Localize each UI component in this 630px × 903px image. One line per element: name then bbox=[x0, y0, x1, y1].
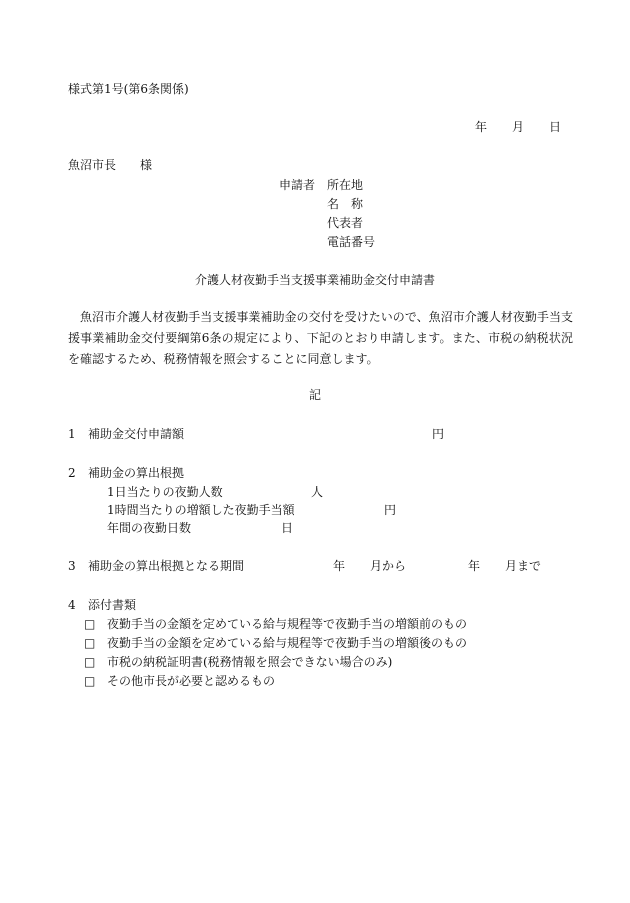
item1-unit: 円 bbox=[432, 427, 445, 441]
attachment-label: 市税の納税証明書(税務情報を照会できない場合のみ) bbox=[107, 655, 393, 669]
applicant-representative-label: 代表者 bbox=[327, 216, 364, 230]
date-month: 月 bbox=[512, 120, 525, 134]
attachment-checkbox[interactable]: □ bbox=[84, 636, 96, 650]
applicant-name-label: 名 称 bbox=[327, 197, 364, 211]
attachment-checkbox[interactable]: □ bbox=[84, 674, 96, 688]
item2-row-label: 1時間当たりの増額した夜勤手当額 bbox=[107, 503, 295, 517]
applicant-label: 申請者 bbox=[279, 178, 316, 192]
item4-label: 添付書類 bbox=[88, 598, 137, 612]
item3-from-year: 年 bbox=[333, 559, 346, 573]
form-number: 様式第1号(第6条関係) bbox=[68, 82, 189, 96]
application-body: 魚沼市介護人材夜勤手当支援事業補助金の交付を受けたいので、魚沼市介護人材夜勤手当支援事業補助金交付要綱第6条の規定により、下記のとおり申請します。また、市税の納税状況を確認するため、税務情報を照会することに同意します。 bbox=[68, 310, 573, 366]
item1-label: 補助金交付申請額 bbox=[88, 427, 185, 441]
date-day: 日 bbox=[549, 120, 562, 134]
item2-row-unit: 日 bbox=[281, 521, 294, 535]
item3-to-year: 年 bbox=[468, 559, 481, 573]
addressee: 魚沼市長 様 bbox=[68, 158, 153, 172]
item3-number: 3 bbox=[68, 559, 76, 573]
ki-heading: 記 bbox=[308, 388, 321, 402]
attachment-label: 夜勤手当の金額を定めている給与規程等で夜勤手当の増額後のもの bbox=[107, 636, 468, 650]
item3-label: 補助金の算出根拠となる期間 bbox=[88, 559, 245, 573]
item2-row-unit: 円 bbox=[384, 503, 397, 517]
item3-to-month: 月まで bbox=[505, 559, 542, 573]
item1-number: 1 bbox=[68, 427, 76, 441]
document-title: 介護人材夜勤手当支援事業補助金交付申請書 bbox=[194, 273, 435, 287]
item2-number: 2 bbox=[68, 466, 76, 480]
item2-row-label: 1日当たりの夜勤人数 bbox=[107, 485, 223, 499]
item2-row-unit: 人 bbox=[311, 485, 324, 499]
applicant-phone-label: 電話番号 bbox=[327, 235, 376, 249]
item2-label: 補助金の算出根拠 bbox=[88, 466, 185, 480]
item4-number: 4 bbox=[68, 598, 76, 612]
attachment-label: その他市長が必要と認めるもの bbox=[107, 674, 276, 688]
item2-row-label: 年間の夜勤日数 bbox=[107, 521, 192, 535]
date-year: 年 bbox=[475, 120, 488, 134]
applicant-address-label: 所在地 bbox=[327, 178, 364, 192]
attachment-checkbox[interactable]: □ bbox=[84, 617, 96, 631]
item3-from-month: 月から bbox=[370, 559, 407, 573]
attachment-label: 夜勤手当の金額を定めている給与規程等で夜勤手当の増額前のもの bbox=[107, 617, 468, 631]
attachment-checkbox[interactable]: □ bbox=[84, 655, 96, 669]
